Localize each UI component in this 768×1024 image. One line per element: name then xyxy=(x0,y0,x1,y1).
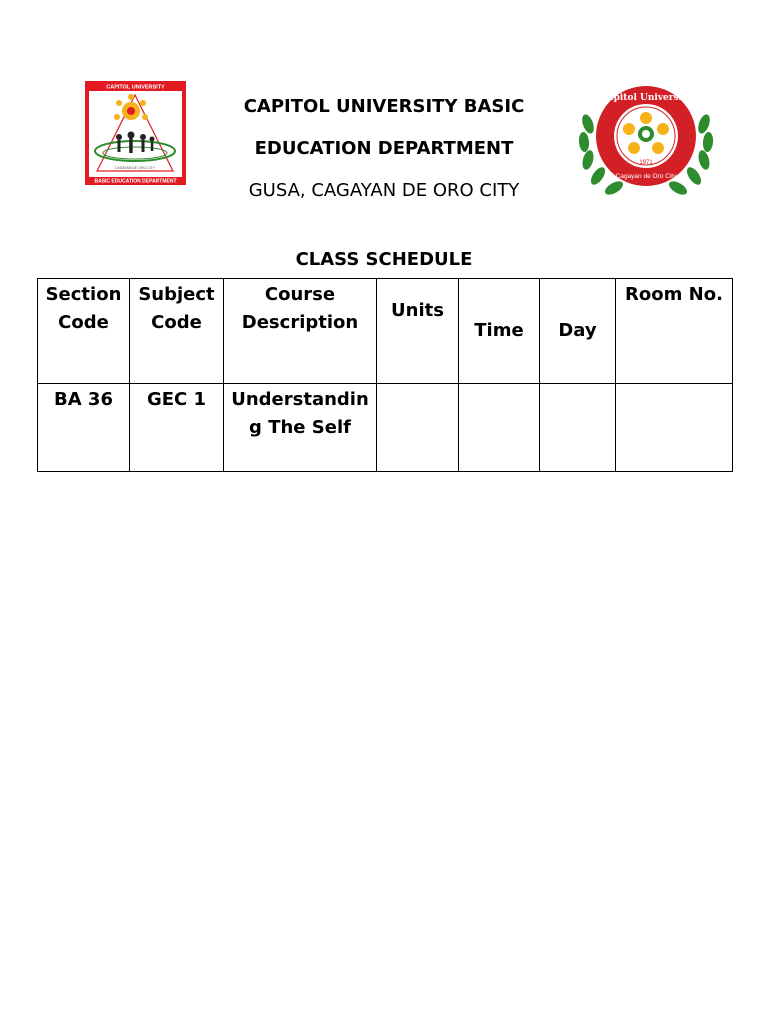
cell-section-code: BA 36 xyxy=(38,384,130,472)
cell-time xyxy=(459,384,540,472)
course-description-text: Understanding The Self xyxy=(231,389,369,438)
header-course-description: Course Description xyxy=(224,279,377,384)
header-day: Day xyxy=(540,279,616,384)
cell-subject-code: GEC 1 xyxy=(130,384,224,472)
svg-text:Capitol University: Capitol University xyxy=(600,93,692,103)
header-subject-code: Subject Code xyxy=(130,279,224,384)
basic-education-department-logo xyxy=(85,81,186,185)
cell-course-description xyxy=(224,384,377,472)
svg-text:CAGAYAN DE ORO CITY: CAGAYAN DE ORO CITY xyxy=(114,166,156,170)
svg-text:CAPITOL UNIVERSITY: CAPITOL UNIVERSITY xyxy=(106,84,165,91)
header-units: Units xyxy=(377,279,459,384)
cell-day xyxy=(540,384,616,472)
header-time: Time xyxy=(459,279,540,384)
table-row xyxy=(38,384,733,472)
svg-text:Cagayan de Oro City: Cagayan de Oro City xyxy=(615,173,677,180)
header-line-2: EDUCATION DEPARTMENT xyxy=(254,138,514,159)
table-header-row xyxy=(38,279,733,384)
capitol-university-seal-logo xyxy=(574,74,718,202)
header-section-code: Section Code xyxy=(38,279,130,384)
cell-units xyxy=(377,384,459,472)
svg-text:BASIC EDUCATION DEPARTMENT: BASIC EDUCATION DEPARTMENT xyxy=(94,178,177,185)
header-line-1: CAPITOL UNIVERSITY BASIC xyxy=(243,96,525,117)
header-room-no: Room No. xyxy=(616,279,733,384)
svg-text:1971: 1971 xyxy=(639,160,653,166)
header-line-3: GUSA, CAGAYAN DE ORO CITY xyxy=(248,180,520,201)
document-header xyxy=(230,92,538,218)
class-schedule-table xyxy=(37,278,733,472)
cell-room-no xyxy=(616,384,733,472)
schedule-title: CLASS SCHEDULE xyxy=(295,249,473,270)
